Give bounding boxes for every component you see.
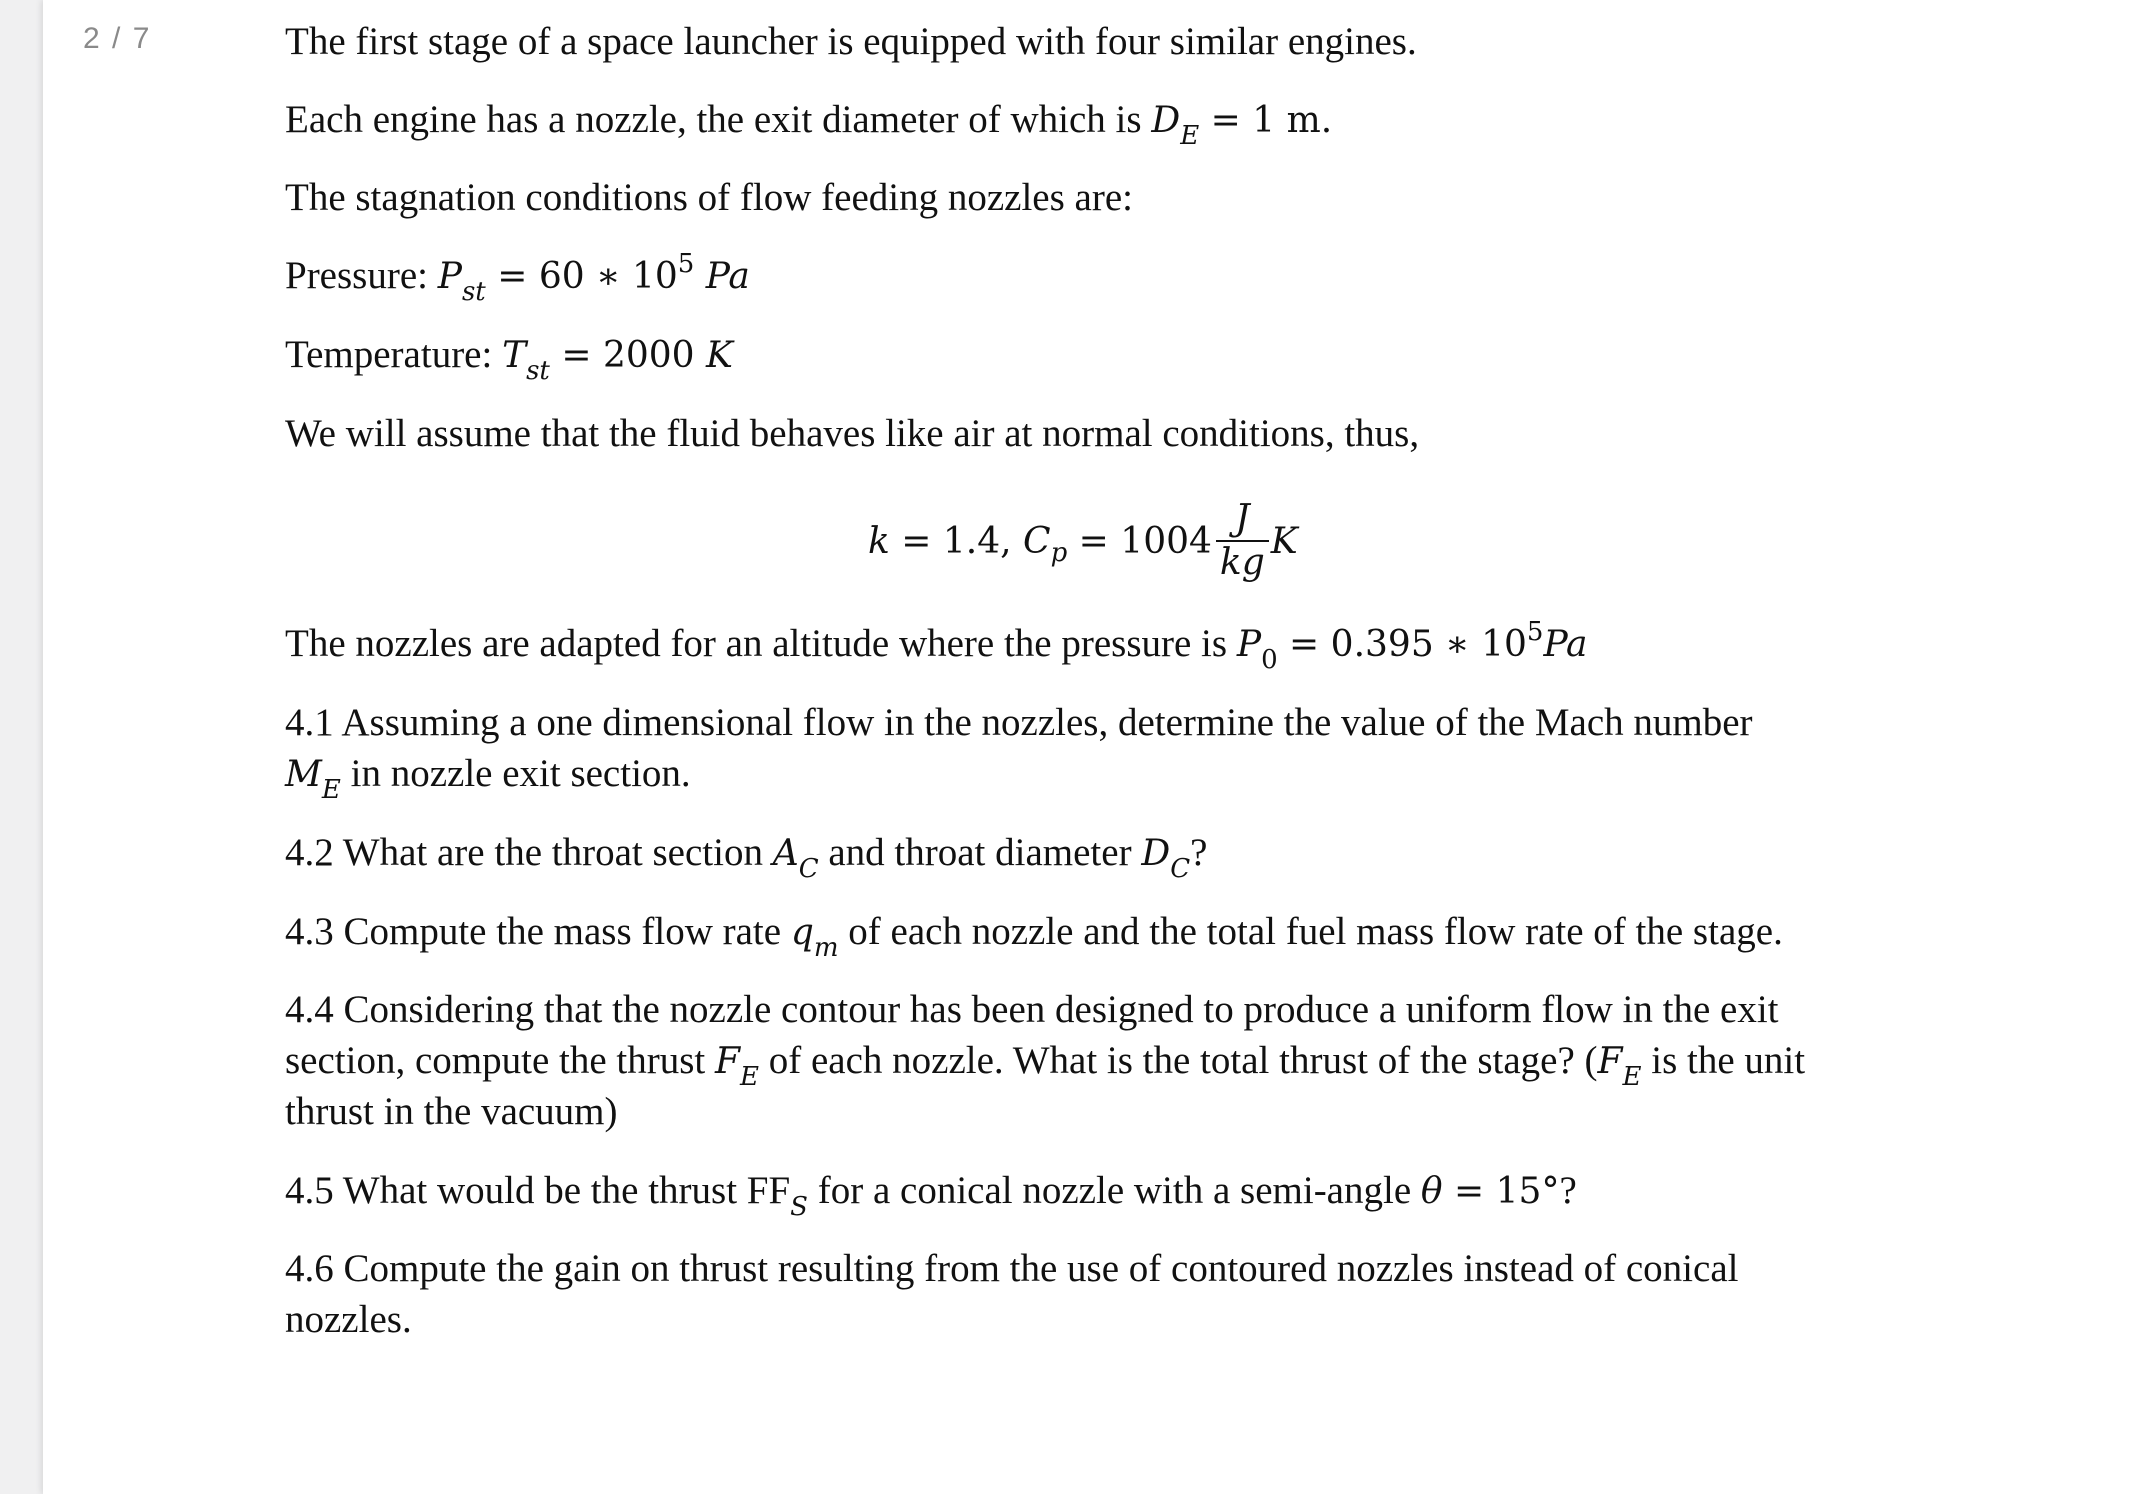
adapted-text: The nozzles are adapted for an altitude where the pressure is	[285, 622, 1237, 665]
exit-diameter-var: D	[1151, 100, 1181, 141]
pressure-exp: 5	[677, 249, 695, 279]
question-4-5	[285, 1165, 1577, 1221]
adapted-value: = 0.395 ∗ 10	[1277, 624, 1527, 665]
exit-diameter-text: Each engine has a nozzle, the exit diameter of which is	[285, 98, 1152, 141]
question-4-4-line-1: 4.4 Considering that the nozzle contour has been designed to produce a uniform flow in the exit	[285, 988, 1779, 1031]
unit-thrust-var: F	[1597, 1041, 1623, 1082]
question-4-4-text-c: is the unit	[1641, 1039, 1806, 1082]
pressure-line	[285, 250, 750, 306]
temperature-line	[285, 329, 733, 385]
question-4-4-text-a: section, compute the thrust	[285, 1039, 715, 1082]
stagnation-line: The stagnation conditions of flow feeding nozzles are:	[285, 176, 1133, 219]
question-4-1-line-1: 4.1 Assuming a one dimensional flow in the nozzles, determine the value of the Mach number	[285, 701, 1753, 744]
cp-value: = 1004	[1067, 520, 1212, 562]
adapted-sub: 0	[1261, 645, 1278, 675]
question-4-3	[285, 906, 1783, 962]
question-4-6-line-2: nozzles.	[285, 1298, 412, 1341]
adapted-var: P	[1236, 624, 1262, 665]
conical-thrust-sub: S	[790, 1192, 808, 1222]
temperature-value: = 2000	[549, 335, 707, 376]
k-var: k	[868, 520, 890, 562]
question-4-4-line-3: thrust in the vacuum)	[285, 1090, 618, 1133]
mass-flow-sub: m	[813, 933, 839, 963]
cp-var: C	[1023, 520, 1051, 562]
temperature-label: Temperature:	[285, 333, 503, 376]
unit-fraction	[1216, 498, 1269, 584]
adapted-altitude-line	[285, 618, 1588, 674]
mass-flow-var: q	[790, 912, 814, 953]
fraction-numerator: J	[1235, 498, 1250, 539]
exit-diameter-line	[285, 94, 1332, 150]
question-4-4-line-2	[285, 1035, 1805, 1091]
pressure-value: = 60 ∗ 10	[485, 256, 678, 297]
question-4-5-text-c: ?	[1559, 1169, 1577, 1212]
pressure-label: Pressure:	[285, 254, 438, 297]
semi-angle-value: = 15°	[1442, 1171, 1560, 1212]
throat-diameter-var: D	[1141, 833, 1171, 874]
cp-sub: p	[1050, 538, 1068, 568]
mach-var: M	[285, 754, 322, 795]
exit-diameter-sub: E	[1180, 121, 1200, 151]
question-4-4-text-b: of each nozzle. What is the total thrust of the stage? (	[758, 1039, 1598, 1082]
question-4-1-line-2	[285, 748, 691, 804]
k-value: = 1.4,	[889, 520, 1024, 562]
adapted-exp: 5	[1526, 617, 1544, 647]
question-4-6-line-1: 4.6 Compute the gain on thrust resulting from the use of contoured nozzles instead of conical	[285, 1247, 1739, 1290]
question-4-2-text-b: and throat diameter	[818, 831, 1142, 874]
temperature-var: T	[502, 335, 527, 376]
temperature-sub: st	[526, 356, 550, 386]
question-4-2-text-a: 4.2 What are the throat section	[285, 831, 773, 874]
unit-kelvin: K	[1270, 520, 1298, 562]
throat-diameter-sub: C	[1170, 854, 1191, 884]
adapted-unit: Pa	[1543, 624, 1588, 665]
pressure-var: P	[437, 256, 462, 297]
question-4-2	[285, 827, 1207, 883]
fraction-denominator: kg	[1219, 542, 1265, 583]
assumption-line: We will assume that the fluid behaves like air at normal conditions, thus,	[285, 412, 1420, 455]
exit-diameter-value: = 1 m.	[1199, 100, 1333, 141]
semi-angle-var: θ	[1420, 1171, 1443, 1212]
question-4-1-text: in nozzle exit section.	[340, 752, 691, 795]
throat-section-sub: C	[798, 854, 819, 884]
question-4-3-text-b: of each nozzle and the total fuel mass flow rate of the stage.	[838, 910, 1783, 953]
question-4-3-text-a: 4.3 Compute the mass flow rate	[285, 910, 791, 953]
pressure-unit: Pa	[694, 256, 750, 297]
page-counter: 2 / 7	[83, 22, 152, 55]
intro-line-1: The first stage of a space launcher is equipped with four similar engines.	[285, 20, 1417, 63]
thrust-sub: E	[739, 1062, 759, 1092]
pressure-sub: st	[461, 277, 486, 307]
unit-thrust-sub: E	[1622, 1062, 1642, 1092]
mach-sub: E	[321, 775, 341, 805]
gas-properties-equation	[868, 486, 1298, 596]
temperature-unit: K	[706, 335, 733, 376]
question-4-5-text-b: for a conical nozzle with a semi-angle	[807, 1169, 1421, 1212]
throat-section-var: A	[772, 833, 799, 874]
question-4-2-text-c: ?	[1190, 831, 1208, 874]
thrust-var: F	[715, 1041, 740, 1082]
question-4-5-text-a: 4.5 What would be the thrust FF	[285, 1169, 791, 1212]
